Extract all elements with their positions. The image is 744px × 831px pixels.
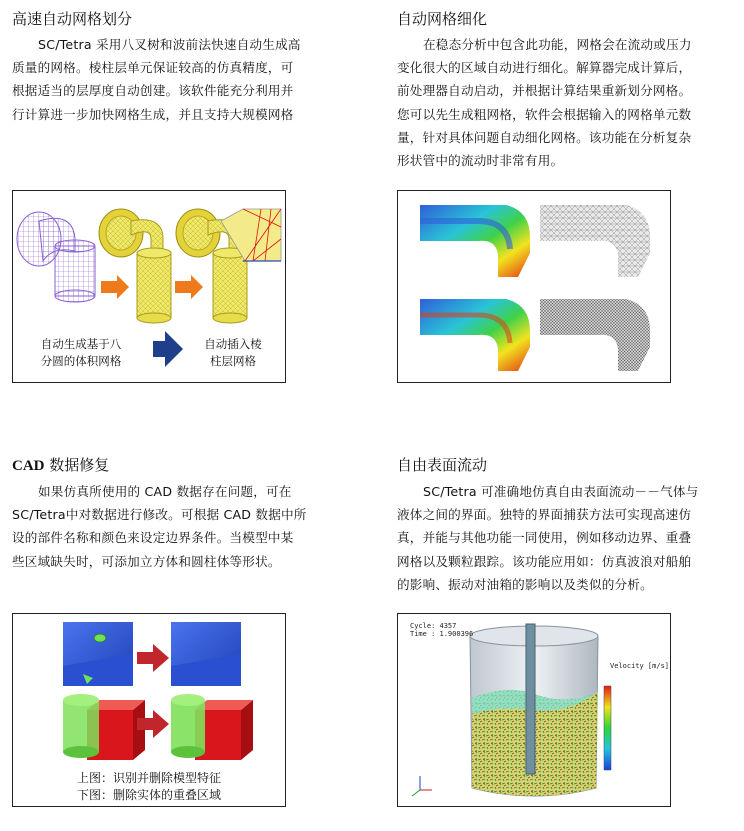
figure-cad-repair: [12, 613, 286, 807]
prism-layer-mesh: [176, 209, 281, 323]
text-line: 些区域缺失时，可添加立方体和圆柱体等形状。: [12, 553, 281, 569]
caption-volume-mesh: [21, 336, 141, 370]
title-cad-rest: 数据修复: [44, 456, 110, 474]
arrow-right-icon: [153, 331, 183, 367]
caption-line: 分圆的体积网格: [40, 354, 122, 368]
text-line: 液体之间的界面。独特的界面捕获方法可实现高速仿: [397, 507, 692, 523]
pressure-contour-refined: [420, 299, 530, 371]
text-line: 您可以先生成粗网格，软件会根据输入的网格单元数: [397, 106, 692, 122]
caption-line: 自动生成基于八: [40, 337, 122, 351]
caption-prism-mesh: [183, 336, 283, 370]
axis-triad-icon: [412, 776, 432, 796]
text-line: 根据适当的层厚度自动创建。该软件能充分利用并: [12, 83, 294, 99]
figure-free-surface: [397, 613, 671, 807]
caption-cad: [13, 770, 285, 804]
text-line: 行计算进一步加快网格生成，并且支持大规模网格: [12, 106, 294, 122]
velocity-legend-label: Velocity [m/s]: [610, 662, 670, 670]
text-line: 形状管中的流动时非常有用。: [397, 153, 564, 169]
text-line: SC/Tetra 可准确地仿真自由表面流动－－气体与: [423, 484, 699, 499]
text-line: 真，并能与其他功能一同使用，例如移动边界、重叠: [397, 530, 692, 546]
text-line: 在稳态分析中包含此功能，网格会在流动或压力: [423, 37, 692, 52]
section-title-cad: [12, 454, 109, 475]
text-line: SC/Tetra中对数据进行修改。可根据 CAD 数据中所: [12, 507, 307, 523]
section-title-free-surface: 自由表面流动: [397, 456, 488, 474]
figure-octree-mesh: [12, 190, 286, 383]
mesh-refined: [540, 299, 650, 371]
cycle-readout: Cycle: 4357: [410, 622, 457, 630]
caption-line: 柱层网格: [210, 354, 256, 368]
arrow-right-icon: [101, 275, 129, 299]
tank: [470, 624, 598, 796]
cad-overlap-removed: [171, 694, 253, 760]
paragraph-cad: [12, 480, 342, 573]
purple-volume-mesh: [17, 212, 95, 302]
caption-line: 下图：删除实体的重叠区域: [76, 788, 221, 802]
figure-mesh-refinement: [397, 190, 671, 383]
text-line: 设的部件名称和颜色来设定边界条件。当模型中某: [12, 530, 294, 546]
mesh-coarse: [540, 205, 650, 277]
time-readout: Time : 1.900396: [410, 630, 474, 638]
paragraph-refine: [397, 33, 733, 172]
text-line: 量，针对具体问题自动细化网格。该功能在分析复杂: [397, 129, 692, 145]
pressure-contour-coarse: [420, 205, 530, 277]
title-cad-word: CAD: [12, 458, 45, 474]
text-line: SC/Tetra 采用八叉树和波前法快速自动生成高: [38, 37, 301, 52]
arrow-right-icon: [175, 275, 203, 299]
text-line: 网格以及颗粒跟踪。该功能应用如：仿真波浪对船舶: [397, 553, 692, 569]
caption-line: 自动插入棱: [204, 337, 262, 351]
simulation-readout: [410, 622, 473, 638]
cad-plate-cleaned: [171, 622, 241, 686]
velocity-legend-bar: [604, 686, 611, 770]
cad-plate-with-feature: [63, 622, 133, 686]
text-line: 如果仿真所使用的 CAD 数据存在问题，可在: [38, 484, 292, 499]
section-title-octree: 高速自动网格划分: [12, 10, 133, 28]
tank-sloshing-illustration: [398, 614, 670, 806]
text-line: 前处理器自动启动，并根据计算结果重新划分网格。: [397, 83, 692, 99]
section-title-refine: 自动网格细化: [397, 10, 488, 28]
text-line: 质量的网格。棱柱层单元保证较高的仿真精度，可: [12, 60, 294, 76]
paragraph-free-surface: [397, 480, 733, 596]
cad-overlap-solids: [63, 694, 145, 760]
yellow-surface-mesh: [99, 209, 171, 323]
text-line: 变化很大的区域自动进行细化。解算器完成计算后，: [397, 60, 692, 76]
arrow-right-icon: [137, 644, 169, 672]
paragraph-octree: [12, 33, 342, 126]
caption-line: 上图：识别并删除模型特征: [76, 771, 221, 785]
text-line: 的影响、振动对油箱的影响以及类似的分析。: [397, 576, 653, 592]
refinement-illustration: [398, 191, 670, 382]
